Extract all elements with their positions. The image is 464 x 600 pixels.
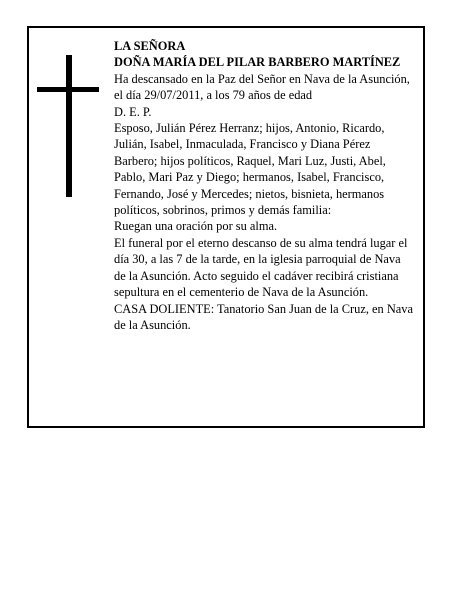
cross-horizontal-bar: [37, 87, 99, 92]
prayer-request: Ruegan una oración por su alma.: [114, 219, 278, 234]
family-list: Esposo, Julián Pérez Herranz; hijos, Antonio, Ricardo, Julián, Isabel, Inmaculada, Francisco y Diana Pérez Barbero; hijos políticos, Raquel, Mari Luz, Justi, Abel, Pablo, Mari Paz y Diego; hermanos, Isabel, Francisco, Fernando, José y Mercedes; nietos, bisnieta, hermanos políticos, sobrinos, primos y demás familia:: [114, 121, 386, 218]
funeral-details: El funeral por el eterno descanso de su alma tendrá lugar el día 30, a las 7 de la tarde, en la iglesia parroquial de Nava de la Asunción. Acto seguido el cadáver recibirá cristiana sepultura en el cementerio de Nava de la Asunción.: [114, 235, 408, 300]
death-statement: Ha descansado en la Paz del Señor en Nava de la Asunción, el día 29/07/2011, a los 79 años de edad: [114, 71, 410, 103]
mourning-house: CASA DOLIENTE: Tanatorio San Juan de la Cruz, en Nava de la Asunción.: [114, 301, 413, 332]
obituary-text: [114, 38, 414, 333]
title-line: LA SEÑORA: [114, 39, 186, 53]
deceased-name: DOÑA MARÍA DEL PILAR BARBERO MARTÍNEZ: [114, 55, 401, 70]
rip-line: D. E. P.: [114, 104, 152, 119]
cross-vertical-bar: [66, 55, 72, 197]
